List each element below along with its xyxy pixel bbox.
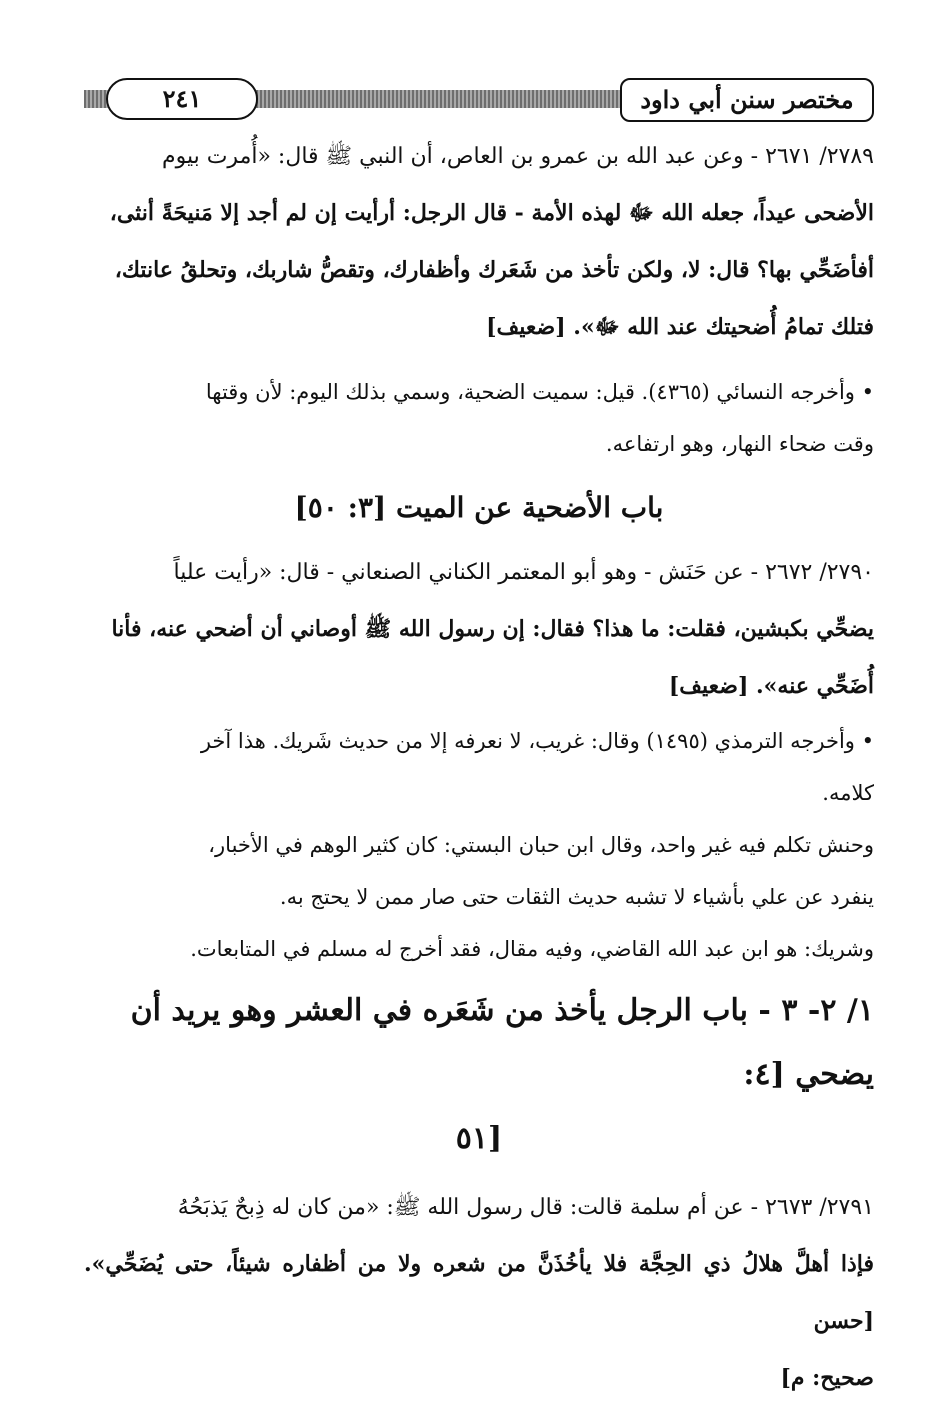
page-header [84, 78, 874, 124]
note-2790-line: وحنش تكلم فيه غير واحد، وقال ابن حبان البستي: كان كثير الوهم في الأخبار، [208, 833, 874, 857]
hadith-2789-line: الأضحى عيداً، جعله الله ﷻ لهذه الأمة - قال الرجل: أرأيت إن لم أجد إلا مَنيحَةً أنثى، [109, 200, 874, 226]
note-2790-line: وشريك: هو ابن عبد الله القاضي، وفيه مقال، فقد أخرج له مسلم في المتابعات. [190, 937, 874, 961]
hadith-2789-line: فتلك تمامُ أُضحيتك عند الله ﷻ». [ضعيف] [486, 314, 874, 340]
note-2790-line: • وأخرجه الترمذي (١٤٩٥) وقال: غريب، لا نعرفه إلا من حديث شَريك. هذا آخر [200, 729, 874, 753]
hadith-2789-line: ٢٧٨٩/ ٢٦٧١ - وعن عبد الله بن عمرو بن العاص، أن النبي ﷺ قال: «أُمرت بيوم [161, 144, 874, 169]
book-title: مختصر سنن أبي داود [620, 78, 874, 122]
page-number: ٢٤١ [106, 78, 258, 120]
hadith-2789-line: أفأضَحِّي بها؟ قال: لا، ولكن تأخذ من شَعَرك وأظفارك، وتقصُّ شاربك، وتحلقُ عانتك، [114, 257, 874, 283]
hadith-2790-line: يضحِّي بكبشين، فقلت: ما هذا؟ فقال: إن رسول الله ﷺ أوصاني أن أضحي عنه، فأنا [111, 616, 874, 642]
hadith-2790-line: ٢٧٩٠/ ٢٦٧٢ - عن حَنَش - وهو أبو المعتمر الكناني الصنعاني - قال: «رأيت علياً [173, 560, 874, 585]
chapter-heading-hair-cutting: ١/ ٢- ٣ - باب الرجل يأخذ من شَعَره في العشر وهو يريد أن يضحي [٤: [130, 993, 874, 1092]
page-body [84, 128, 874, 1407]
hadith-2791-line: فإذا أهلَّ هلالُ ذي الحِجَّة فلا يأخُذَنَّ من شعره ولا من أظفاره شيئاً، حتى يُضَحِّي». [حسن [84, 1251, 874, 1334]
note-2790-line: ينفرد عن علي بأشياء لا تشبه حديث الثقات حتى صار ممن لا يحتج به. [279, 885, 874, 909]
note-2789-line: • وأخرجه النسائي (٤٣٦٥). قيل: سميت الضحية، وسمي بذلك اليوم: لأن وقتها [205, 380, 874, 404]
note-2790-line: كلامه. [822, 781, 874, 805]
hadith-2791-line: صحيح: م] [780, 1365, 874, 1391]
chapter-heading-sacrifice-for-deceased: باب الأضحية عن الميت [٣: ٥٠] [294, 491, 664, 524]
hadith-2791-line: ٢٧٩١/ ٢٦٧٣ - عن أم سلمة قالت: قال رسول الله ﷺ: «من كان له ذِبحٌ يَذبَحُهُ [177, 1195, 874, 1220]
note-2789-line: وقت ضحاء النهار، وهو ارتفاعه. [605, 432, 874, 456]
chapter-heading-hair-cutting-cont: [٥١ [455, 1121, 503, 1156]
hadith-2790-line: أُضَحِّي عنه». [ضعيف] [668, 673, 874, 699]
